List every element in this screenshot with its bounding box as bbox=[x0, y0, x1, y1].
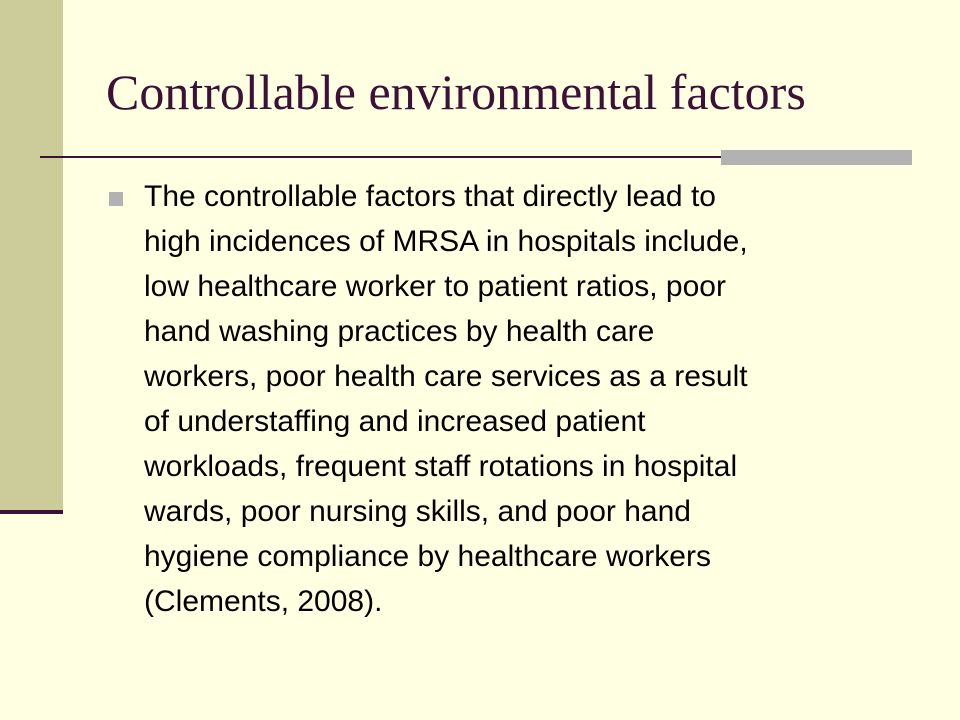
title-accent-bar bbox=[721, 150, 912, 165]
bullet-text-line: workloads, frequent staff rotations in hospital bbox=[144, 450, 738, 483]
bullet-text-line: hand washing practices by health care bbox=[144, 315, 655, 348]
left-bar-rule bbox=[0, 510, 63, 514]
bullet-text-line: of understaffing and increased patient bbox=[144, 405, 646, 438]
bullet-text-line: workers, poor health care services as a result bbox=[144, 360, 748, 393]
bullet-text-line: (Clements, 2008). bbox=[144, 585, 383, 618]
bullet-text-line: high incidences of MRSA in hospitals include, bbox=[144, 225, 748, 258]
slide-title: Controllable environmental factors bbox=[106, 64, 806, 120]
left-decorative-bar bbox=[0, 0, 63, 512]
square-bullet-icon bbox=[109, 192, 123, 206]
bullet-item bbox=[106, 174, 906, 624]
bullet-text-line: The controllable factors that directly lead to bbox=[144, 180, 716, 213]
bullet-text-line: hygiene compliance by healthcare workers bbox=[144, 540, 711, 573]
bullet-text-line: low healthcare worker to patient ratios, poor bbox=[144, 270, 726, 303]
bullet-list bbox=[106, 174, 906, 624]
bullet-text-line: wards, poor nursing skills, and poor hand bbox=[144, 495, 691, 528]
